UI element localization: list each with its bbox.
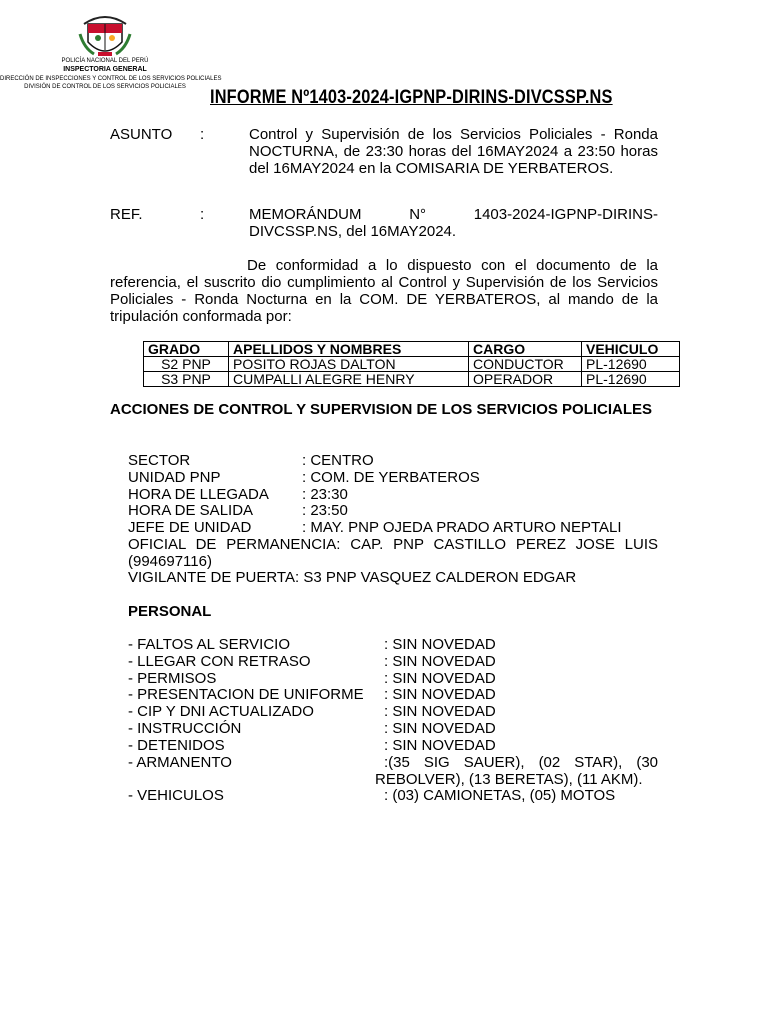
org-name-line4: DIVISIÓN DE CONTROL DE LOS SERVICIOS POLICIALES <box>24 84 186 90</box>
vehiculos-value: : (03) CAMIONETAS, (05) MOTOS <box>384 787 616 804</box>
vehiculos-label: - VEHICULOS <box>128 787 224 804</box>
personal-value: : SIN NOVEDAD <box>384 670 496 687</box>
personal-value: : SIN NOVEDAD <box>384 686 496 703</box>
actions-heading: ACCIONES DE CONTROL Y SUPERVISION DE LOS SERVICIOS POLICIALES <box>110 401 653 418</box>
detail-value: : 23:30 <box>302 486 348 503</box>
column-header: GRADO <box>144 342 229 357</box>
national-seal-icon <box>78 12 132 60</box>
personal-label: - PERMISOS <box>128 670 217 687</box>
table-cell: S3 PNP <box>144 372 229 387</box>
detail-value: : CENTRO <box>302 452 374 469</box>
table-cell: S2 PNP <box>144 357 229 372</box>
personal-value: : SIN NOVEDAD <box>384 653 496 670</box>
table-cell: CONDUCTOR <box>469 357 582 372</box>
personal-value: : SIN NOVEDAD <box>384 703 496 720</box>
personal-value: : SIN NOVEDAD <box>384 737 496 754</box>
armamento-label: - ARMANENTO <box>128 754 232 771</box>
crew-table <box>143 341 680 387</box>
table-row <box>144 372 680 387</box>
ref-text: MEMORÁNDUM N° 1403-2024-IGPNP-DIRINS-DIVCSSP.NS, del 16MAY2024. <box>249 206 658 240</box>
org-name-line2: INSPECTORIA GENERAL <box>63 66 147 73</box>
vigilante-puerta: VIGILANTE DE PUERTA: S3 PNP VASQUEZ CALDERON EDGAR <box>128 569 577 586</box>
personal-label: - CIP Y DNI ACTUALIZADO <box>128 703 314 720</box>
ref-colon: : <box>200 206 205 223</box>
table-cell: POSITO ROJAS DALTON <box>229 357 469 372</box>
table-cell: CUMPALLI ALEGRE HENRY <box>229 372 469 387</box>
personal-label: - LLEGAR CON RETRASO <box>128 653 311 670</box>
detail-value: : COM. DE YERBATEROS <box>302 469 480 486</box>
detail-label: HORA DE SALIDA <box>128 502 254 519</box>
detail-label: SECTOR <box>128 452 191 469</box>
table-row <box>144 357 680 372</box>
document-title: INFORME Nº1403-2024-IGPNP-DIRINS-DIVCSSP.NS <box>210 87 613 108</box>
table-header-row <box>144 342 680 357</box>
column-header: VEHICULO <box>582 342 680 357</box>
org-name-line3: DIRECCIÓN DE INSPECCIONES Y CONTROL DE LOS SERVICIOS POLICIALES <box>0 76 222 82</box>
personal-value: : SIN NOVEDAD <box>384 636 496 653</box>
personal-label: - DETENIDOS <box>128 737 225 754</box>
personal-label: - INSTRUCCIÓN <box>128 720 242 737</box>
column-header: APELLIDOS Y NOMBRES <box>229 342 469 357</box>
column-header: CARGO <box>469 342 582 357</box>
personal-heading: PERSONAL <box>128 603 212 620</box>
detail-label: HORA DE LLEGADA <box>128 486 269 503</box>
table-cell: PL-12690 <box>582 372 680 387</box>
armamento-value-line2: REBOLVER), (13 BERETAS), (11 AKM). <box>375 771 643 788</box>
detail-label: JEFE DE UNIDAD <box>128 519 252 536</box>
ref-label: REF. <box>110 206 143 223</box>
detail-label: UNIDAD PNP <box>128 469 221 486</box>
personal-value: : SIN NOVEDAD <box>384 720 496 737</box>
table-cell: PL-12690 <box>582 357 680 372</box>
asunto-label: ASUNTO <box>110 126 173 143</box>
armamento-value-line1: :(35 SIG SAUER), (02 STAR), (30 <box>384 754 658 771</box>
detail-value: : MAY. PNP OJEDA PRADO ARTURO NEPTALI <box>302 519 622 536</box>
detail-value: : 23:50 <box>302 502 348 519</box>
asunto-colon: : <box>200 126 205 143</box>
oficial-permanencia: OFICIAL DE PERMANENCIA: CAP. PNP CASTILLO PEREZ JOSE LUIS (994697116) <box>128 536 658 570</box>
org-name-line1: POLICÍA NACIONAL DEL PERÚ <box>61 58 149 64</box>
asunto-text: Control y Supervisión de los Servicios Policiales - Ronda NOCTURNA, de 23:30 horas del 16MAY2024 a 23:50 horas del 16MAY2024 en la COMISARIA DE YERBATEROS. <box>249 126 658 177</box>
intro-paragraph: De conformidad a lo dispuesto con el documento de la referencia, el suscrito dio cumplimiento al Control y Supervisión de los Servicios Policiales - Ronda Nocturna en la COM. DE YERBATEROS, al mando de la tripulación conformada por: <box>110 257 658 325</box>
table-cell: OPERADOR <box>469 372 582 387</box>
personal-label: - PRESENTACION DE UNIFORME <box>128 686 364 703</box>
personal-label: - FALTOS AL SERVICIO <box>128 636 291 653</box>
